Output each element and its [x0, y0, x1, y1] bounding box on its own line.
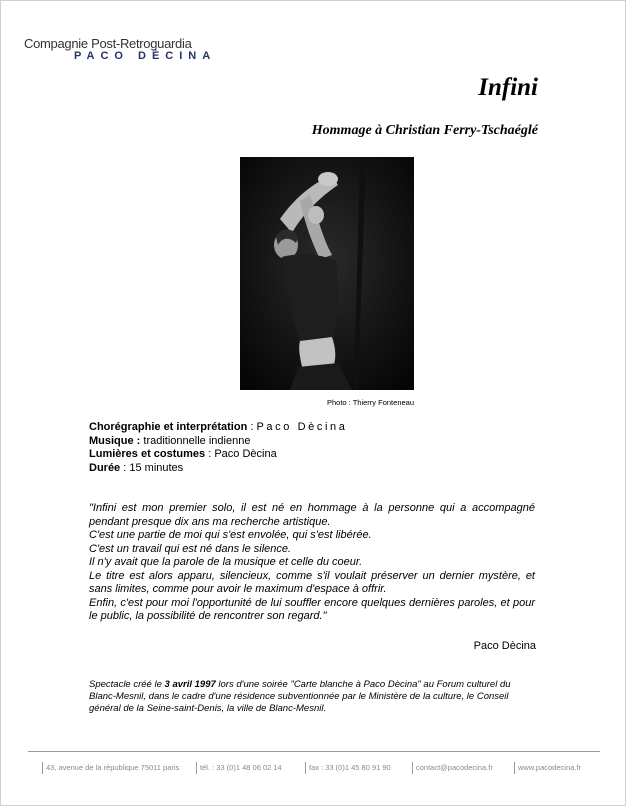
premiere-date: 3 avril 1997	[164, 679, 216, 690]
logo-paco-decina: PACO DÈCINA	[74, 50, 217, 62]
credit-label: Chorégraphie et interprétation	[89, 421, 248, 433]
quote-line: "Infini est mon premier solo, il est né en hommage à la personne qui a accompagné pendant presque dix ans ma recherche artistique.	[89, 502, 535, 528]
footer-fax: fax : 33 (0)1 45 80 91 90	[305, 762, 391, 774]
quote-line: C'est une partie de moi qui s'est envolée, qui s'est libérée.	[89, 529, 372, 541]
quote-author: Paco Dècina	[473, 640, 536, 652]
credit-separator: :	[247, 421, 257, 433]
credit-value: traditionnelle indienne	[143, 434, 251, 447]
credit-separator: :	[120, 461, 130, 474]
credit-label: Lumières et costumes	[89, 448, 206, 460]
credit-value: Paco Dècina	[256, 421, 348, 433]
quote-line: C'est un travail qui est né dans le silence.	[89, 542, 292, 555]
credit-value: 15 minutes	[129, 461, 184, 474]
credit-music	[89, 435, 347, 449]
footer-phone: tél. : 33 (0)1 48 06 02 14	[196, 762, 282, 774]
premiere-text-end: lors d'une soirée "Carte blanche à Paco Dècina" au Forum culturel du Blanc-Mesnil, dans le cadre d'une résidence subventionnée par le Ministère de la culture, le Conseil général de la Seine-saint-Denis, la ville de Blanc-Mesnil.	[89, 679, 511, 714]
page-subtitle: Hommage à Christian Ferry-Tschaéglé	[311, 123, 538, 138]
premiere-text-start: Spectacle créé le	[89, 679, 165, 690]
footer-email[interactable]: contact@pacodecina.fr	[412, 762, 493, 774]
quote-block	[89, 502, 535, 624]
dancer-photo	[240, 157, 414, 390]
dancer-photo-icon	[240, 157, 414, 390]
quote-line: Le titre est alors apparu, silencieux, comme s'il voulait préserver un dernier mystère, et sans limites, comme pour avoir le maximum d'espace à offrir.	[89, 569, 535, 595]
credit-separator: :	[205, 448, 215, 460]
photo-credit: Photo : Thierry Fonteneau	[327, 398, 414, 407]
footer	[28, 762, 600, 782]
credit-label: Musique :	[89, 434, 141, 447]
premiere-note	[89, 679, 535, 715]
quote-line: Enfin, c'est pour moi l'opportunité de lui souffler encore quelques dernières paroles, et pour le public, la possibilité de rencontrer son regard."	[89, 596, 535, 622]
credit-label: Durée	[89, 461, 121, 474]
footer-divider	[28, 751, 600, 752]
footer-address: 43, avenue de la république 75011 paris	[42, 762, 179, 774]
credit-duration	[89, 462, 347, 476]
credit-lights-costumes	[89, 448, 347, 462]
credit-value: Paco Dècina	[214, 448, 277, 460]
footer-website[interactable]: www.pacodecina.fr	[514, 762, 581, 774]
credit-choreography	[89, 421, 347, 435]
credits-block	[89, 421, 347, 475]
logo-company-name: Compagnie Post-Retroguardia	[24, 36, 192, 51]
company-logo	[24, 36, 217, 62]
quote-line: Il n'y avait que la parole de la musique et celle du coeur.	[89, 556, 363, 568]
page-title: Infini	[478, 74, 538, 101]
